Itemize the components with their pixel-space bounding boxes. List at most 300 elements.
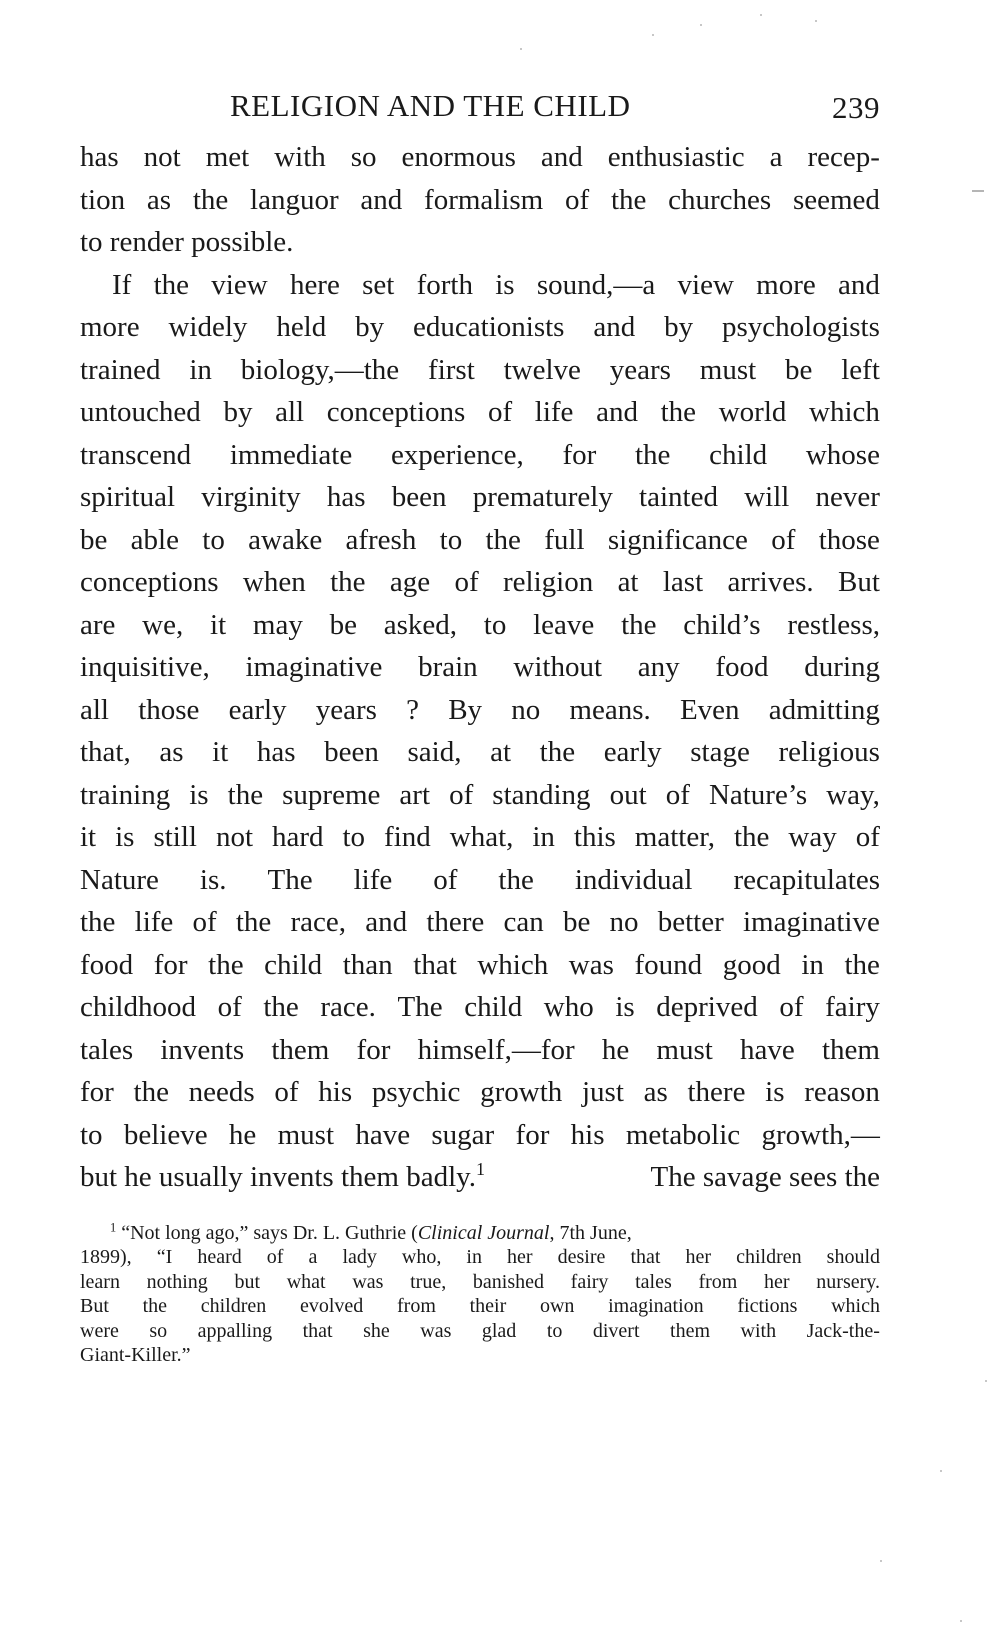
word: that, xyxy=(80,736,131,768)
word: leave xyxy=(533,608,595,641)
word: what, xyxy=(449,821,514,853)
word: in xyxy=(189,353,212,386)
word: good xyxy=(722,948,781,981)
word: life xyxy=(534,396,574,428)
text-segment: The savage sees the xyxy=(650,1161,880,1193)
word: is xyxy=(115,821,135,853)
word: who xyxy=(543,991,594,1023)
word: to xyxy=(342,821,366,853)
word: divert xyxy=(592,1319,640,1342)
page-number: 239 xyxy=(832,90,880,125)
word: the xyxy=(733,821,770,853)
word: were xyxy=(80,1319,119,1342)
word: the xyxy=(227,778,264,811)
word: of xyxy=(433,863,458,896)
word: for xyxy=(153,948,188,981)
word: heard xyxy=(197,1246,242,1268)
word: early xyxy=(603,736,662,768)
word: the xyxy=(330,566,366,598)
text-line xyxy=(80,604,880,647)
word: individual xyxy=(574,863,693,896)
word: spiritual xyxy=(80,481,176,513)
word: child xyxy=(264,948,323,981)
word: desire xyxy=(557,1246,606,1268)
word: not xyxy=(143,141,181,173)
text-line xyxy=(80,689,880,732)
word: to xyxy=(546,1319,563,1342)
word: evolved xyxy=(299,1295,364,1317)
word: those xyxy=(818,523,880,556)
word: The xyxy=(267,863,313,896)
word: 1899), xyxy=(80,1246,132,1268)
word: as xyxy=(643,1076,668,1108)
word: must xyxy=(277,1118,335,1151)
word: at xyxy=(617,566,639,598)
word: when xyxy=(242,566,306,598)
word: of xyxy=(779,991,804,1023)
word: conceptions xyxy=(326,396,466,428)
word: which xyxy=(831,1295,880,1317)
word: was xyxy=(420,1319,452,1342)
word: in xyxy=(466,1246,482,1268)
word: fictions xyxy=(737,1295,798,1317)
word: conceptions xyxy=(80,566,219,598)
word: tion xyxy=(80,183,126,216)
word: set xyxy=(362,268,395,301)
word: fairy xyxy=(825,991,880,1023)
word: forth xyxy=(416,268,473,301)
word: recep- xyxy=(807,141,880,173)
word: himself,—for xyxy=(417,1033,575,1066)
word: significance xyxy=(607,523,748,556)
word: met xyxy=(205,141,250,173)
footnote-segment: $^1$ “Not long ago,” says Dr. L. Guthrie (Clinical Journal, 7th June, xyxy=(110,1220,632,1244)
word: can xyxy=(503,906,544,938)
word: whose xyxy=(805,438,880,471)
word: of xyxy=(771,523,796,556)
word: be xyxy=(80,523,108,556)
footnote-reference: 1 xyxy=(476,1159,485,1180)
word: of xyxy=(487,396,513,428)
word: Even xyxy=(679,693,740,726)
word: for xyxy=(80,1076,114,1108)
word: appalling xyxy=(197,1319,273,1342)
word: to xyxy=(202,523,225,556)
word: is xyxy=(615,991,635,1023)
word: believe xyxy=(123,1118,208,1151)
word: as xyxy=(159,736,184,768)
word: The xyxy=(397,991,443,1023)
word: life xyxy=(134,906,174,938)
word: them xyxy=(821,1033,880,1066)
word: child xyxy=(464,991,523,1023)
word: arrives. xyxy=(727,566,814,598)
word: is xyxy=(189,778,209,811)
word: that xyxy=(302,1319,333,1342)
text-line xyxy=(80,391,880,434)
word: needs xyxy=(188,1076,255,1108)
word: asked, xyxy=(383,608,458,641)
word: admitting xyxy=(768,693,880,726)
word: has xyxy=(80,141,119,173)
word: nursery. xyxy=(816,1270,880,1293)
text-line xyxy=(80,1114,880,1157)
footnote-line xyxy=(80,1294,880,1319)
word: has xyxy=(326,481,366,513)
word: religious xyxy=(778,736,880,768)
word: in xyxy=(532,821,555,853)
word: way xyxy=(788,821,837,853)
word: those xyxy=(138,693,200,726)
word: sound,—a xyxy=(536,268,656,301)
word: been xyxy=(391,481,447,513)
word: of xyxy=(449,778,474,811)
text-line xyxy=(80,476,880,519)
word: so xyxy=(350,141,377,173)
word: for xyxy=(562,438,597,471)
word: sugar xyxy=(431,1118,495,1151)
word: out xyxy=(609,778,647,811)
word: should xyxy=(826,1246,880,1268)
word: all xyxy=(80,693,109,726)
word: supreme xyxy=(282,778,381,811)
word: imaginative xyxy=(245,651,383,683)
word: food xyxy=(80,948,134,981)
word: training xyxy=(80,778,171,811)
word: art xyxy=(399,778,431,811)
word: “I xyxy=(156,1246,173,1268)
word: to xyxy=(439,523,463,556)
footnote-marker: 1 xyxy=(110,1220,117,1235)
scan-speck xyxy=(700,24,702,26)
word: the xyxy=(539,736,576,768)
word: ? xyxy=(406,693,419,726)
word: by xyxy=(664,311,694,343)
word: If xyxy=(112,268,132,301)
scan-speck xyxy=(815,20,817,22)
word: more xyxy=(80,311,140,343)
word: brain xyxy=(418,651,478,683)
word: will xyxy=(744,481,790,513)
word: virginity xyxy=(201,481,301,513)
word: and xyxy=(593,311,636,343)
scan-speck xyxy=(985,1380,987,1382)
word: glad xyxy=(481,1319,517,1342)
scan-mark xyxy=(972,190,984,192)
scan-speck xyxy=(960,1620,962,1622)
word: to xyxy=(80,1118,103,1151)
word: it xyxy=(80,821,97,853)
word: growth xyxy=(480,1076,563,1108)
running-title: RELIGION AND THE CHILD xyxy=(230,88,631,123)
word: found xyxy=(634,948,703,981)
word: by xyxy=(223,396,253,428)
word: was xyxy=(568,948,614,981)
word: psychic xyxy=(371,1076,461,1108)
word: of xyxy=(266,1246,284,1268)
word: from xyxy=(397,1295,436,1317)
page xyxy=(80,80,880,1368)
word: growth,— xyxy=(761,1118,880,1151)
text-line xyxy=(80,944,880,987)
word: children xyxy=(200,1295,267,1317)
word: that xyxy=(630,1246,661,1268)
text-line xyxy=(80,561,880,604)
word: means. xyxy=(569,693,651,726)
word: it xyxy=(210,608,227,641)
word: be xyxy=(785,353,813,386)
word: the xyxy=(153,268,190,301)
word: religion xyxy=(503,566,594,598)
text-line xyxy=(80,731,880,774)
word: she xyxy=(363,1319,390,1342)
word: child xyxy=(709,438,768,471)
word: that xyxy=(413,948,457,981)
word: the xyxy=(621,608,657,641)
word: deprived xyxy=(656,991,758,1023)
word: with xyxy=(740,1319,777,1342)
word: true, xyxy=(410,1270,447,1293)
word: of xyxy=(855,821,880,853)
scan-speck xyxy=(940,1470,942,1472)
word: without xyxy=(513,651,603,683)
text-line xyxy=(80,646,880,689)
word: world xyxy=(718,396,787,428)
text-line xyxy=(80,349,880,392)
text-line xyxy=(80,306,880,349)
text-line xyxy=(80,1029,880,1072)
word: twelve xyxy=(503,353,581,386)
word: transcend xyxy=(80,438,192,471)
word: matter, xyxy=(634,821,715,853)
word: the xyxy=(498,863,534,896)
word: tainted xyxy=(639,481,718,513)
scan-speck xyxy=(520,48,522,50)
word: them xyxy=(271,1033,330,1066)
word: enormous xyxy=(401,141,516,173)
word: Nature’s xyxy=(708,778,808,811)
word: find xyxy=(384,821,431,853)
word: psychologists xyxy=(722,311,880,343)
word: be xyxy=(562,906,591,938)
word: has xyxy=(256,736,296,768)
word: with xyxy=(274,141,326,173)
word: held xyxy=(276,311,327,343)
word: his xyxy=(570,1118,605,1151)
text-line xyxy=(80,136,880,179)
word: the xyxy=(263,991,299,1023)
word: may xyxy=(252,608,303,641)
text-line xyxy=(80,264,880,307)
word: than xyxy=(342,948,393,981)
word: by xyxy=(355,311,385,343)
text-line xyxy=(80,816,880,859)
word: for xyxy=(515,1118,550,1151)
word: life xyxy=(353,863,393,896)
word: biology,—the xyxy=(240,353,400,386)
word: of xyxy=(454,566,479,598)
word: there xyxy=(426,906,485,938)
word: there xyxy=(687,1076,746,1108)
word: said, xyxy=(407,736,462,768)
word: immediate xyxy=(229,438,353,471)
word: is. xyxy=(199,863,227,896)
word: for xyxy=(356,1033,391,1066)
word: here xyxy=(289,268,340,301)
word: and xyxy=(360,183,403,216)
word: banished xyxy=(472,1270,544,1293)
word: formalism xyxy=(424,183,544,216)
footnote xyxy=(80,1221,880,1368)
word: this xyxy=(573,821,616,853)
word: experience, xyxy=(390,438,524,471)
word: languor xyxy=(250,183,339,216)
word: Jack-the- xyxy=(806,1319,880,1342)
word: never xyxy=(815,481,880,513)
word: the xyxy=(235,906,272,938)
word: the xyxy=(485,523,521,556)
word: but xyxy=(234,1270,261,1293)
word: educationists xyxy=(413,311,565,343)
word: be xyxy=(329,608,357,641)
word: the xyxy=(142,1295,168,1317)
word: his xyxy=(318,1076,353,1108)
word: imagination xyxy=(608,1295,704,1317)
word: stage xyxy=(690,736,750,768)
word: able xyxy=(130,523,179,556)
word: better xyxy=(657,906,724,938)
word: child’s xyxy=(683,608,761,641)
word: seemed xyxy=(792,183,880,216)
word: have xyxy=(740,1033,795,1066)
word: untouched xyxy=(80,396,201,428)
text-line xyxy=(80,519,880,562)
word: By xyxy=(448,693,483,726)
word: food xyxy=(715,651,769,683)
word: the xyxy=(208,948,244,981)
text-line xyxy=(80,434,880,477)
word: standing xyxy=(492,778,591,811)
word: was xyxy=(352,1270,384,1293)
word: during xyxy=(804,651,880,683)
word: at xyxy=(490,736,512,768)
word: all xyxy=(275,396,305,428)
footnote-line xyxy=(80,1245,880,1270)
word: more xyxy=(756,268,816,301)
word: must xyxy=(656,1033,713,1066)
footnote-line xyxy=(80,1221,880,1246)
word: who, xyxy=(401,1246,442,1268)
word: her xyxy=(685,1246,712,1268)
word: he xyxy=(601,1033,630,1066)
word: which xyxy=(809,396,880,428)
word: are xyxy=(80,608,116,641)
text-line xyxy=(80,986,880,1029)
word: and xyxy=(596,396,638,428)
word: nothing xyxy=(146,1270,208,1293)
word: But xyxy=(80,1295,109,1317)
scan-speck xyxy=(652,34,654,36)
word: not xyxy=(215,821,253,853)
word: full xyxy=(544,523,585,556)
word: must xyxy=(699,353,757,386)
word: of xyxy=(665,778,690,811)
word: any xyxy=(637,651,680,683)
word: them xyxy=(670,1319,711,1342)
word: afresh xyxy=(345,523,417,556)
running-head xyxy=(80,80,880,136)
word: years xyxy=(609,353,671,386)
word: have xyxy=(355,1118,411,1151)
word: which xyxy=(477,948,549,981)
word: and xyxy=(540,141,583,173)
text-line-with-note xyxy=(80,1156,880,1199)
word: the xyxy=(660,396,697,428)
word: her xyxy=(507,1246,533,1268)
word: fairy xyxy=(570,1270,609,1293)
word: as xyxy=(146,183,172,216)
word: own xyxy=(539,1295,575,1317)
word: enthusiastic xyxy=(607,141,745,173)
word: the xyxy=(844,948,880,981)
word: a xyxy=(308,1246,318,1268)
word: imaginative xyxy=(742,906,880,938)
word: and xyxy=(365,906,408,938)
word: the xyxy=(133,1076,169,1108)
word: tales xyxy=(80,1033,134,1066)
text-line xyxy=(80,179,880,222)
word: we, xyxy=(142,608,184,641)
word: of xyxy=(565,183,590,216)
word: it xyxy=(212,736,229,768)
scan-speck xyxy=(880,1560,882,1562)
word: tales xyxy=(635,1270,672,1293)
word: first xyxy=(428,353,475,386)
word: metabolic xyxy=(625,1118,741,1151)
word: of xyxy=(192,906,217,938)
word: the xyxy=(192,183,229,216)
word: children xyxy=(736,1246,802,1268)
word: view xyxy=(211,268,268,301)
word: learn xyxy=(80,1270,120,1293)
word: of xyxy=(274,1076,299,1108)
word: age xyxy=(389,566,431,598)
word: hard xyxy=(271,821,324,853)
word: churches xyxy=(668,183,772,216)
word: Nature xyxy=(80,863,159,896)
word: trained xyxy=(80,353,161,386)
word: view xyxy=(677,268,734,301)
word: her xyxy=(764,1270,790,1293)
word: a xyxy=(769,141,783,173)
word: But xyxy=(838,566,880,598)
word: the xyxy=(610,183,647,216)
word: inquisitive, xyxy=(80,651,210,683)
footnote-line xyxy=(80,1270,880,1295)
word: the xyxy=(635,438,671,471)
scan-speck xyxy=(760,14,762,16)
text-line xyxy=(80,901,880,944)
word: recapitulates xyxy=(733,863,880,896)
text-line xyxy=(80,774,880,817)
word: early xyxy=(228,693,287,726)
text-line xyxy=(80,1071,880,1114)
word: in xyxy=(801,948,824,981)
word: the xyxy=(80,906,116,938)
word: their xyxy=(469,1295,507,1317)
footnote-line xyxy=(80,1319,880,1344)
word: reason xyxy=(804,1076,880,1108)
